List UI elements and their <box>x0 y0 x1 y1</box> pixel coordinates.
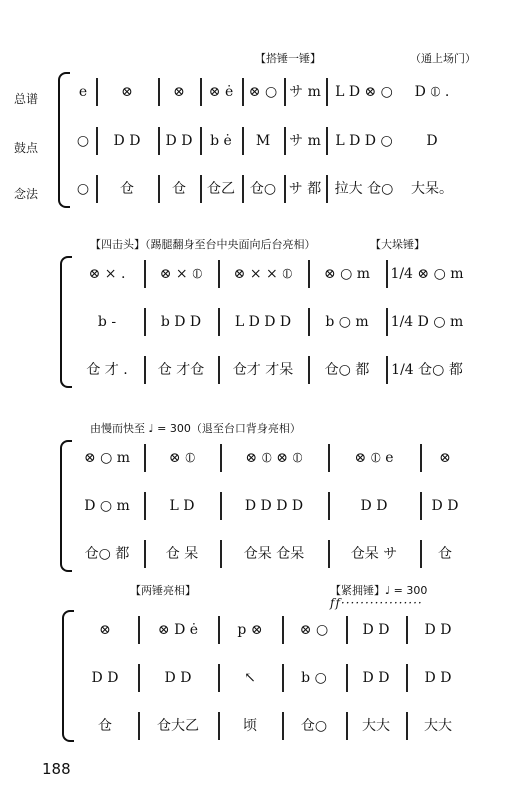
system-1 <box>58 72 468 210</box>
system-3 <box>60 440 470 574</box>
system-4-title: 【两锤亮相】 <box>130 584 196 597</box>
note-cell: b ○ <box>301 670 327 686</box>
staff-row <box>60 260 470 288</box>
note-cell: 仓○ 都 <box>84 546 130 562</box>
system-1-title: 【搭锤一锤】 <box>255 52 321 65</box>
note-cell: e <box>78 84 88 100</box>
staff-row <box>58 127 468 155</box>
note-cell: D D <box>165 133 193 149</box>
staff-row <box>60 444 470 472</box>
note-cell: 大大 <box>424 718 452 734</box>
system-1-stage-note: （通上场门） <box>410 52 476 65</box>
note-cell: 大大 <box>362 718 390 734</box>
note-cell: 仓 <box>98 718 112 734</box>
note-cell: 仓 <box>438 546 452 562</box>
system-3-tempo: 由慢而快至 ♩ = 300（退至台口背身亮相） <box>90 422 301 435</box>
note-cell: 1/4 ⊗ ○ m <box>390 266 464 282</box>
note-cell: ⊗ ○ <box>248 84 278 100</box>
note-cell: ⊗ D ė <box>157 622 199 638</box>
note-cell: b ○ m <box>325 314 369 330</box>
row-label-drum: 鼓点 <box>14 141 39 155</box>
note-cell: サ m <box>289 84 321 100</box>
note-cell: D D <box>362 670 390 686</box>
note-cell: サ m <box>289 133 321 149</box>
note-cell: D D <box>91 670 119 686</box>
dynamic-marking <box>330 596 423 610</box>
note-cell: 1/4 D ○ m <box>390 314 464 330</box>
staff-row <box>60 308 470 336</box>
page-number: 188 <box>42 760 71 778</box>
staff-row <box>58 78 468 106</box>
note-cell: 仓○ 都 <box>324 362 370 378</box>
note-cell: 大呆。 <box>411 181 453 197</box>
note-cell: D D <box>424 670 452 686</box>
note-cell: ⊗ × ⦶ <box>159 266 203 282</box>
note-cell: サ 都 <box>288 181 322 197</box>
staff-row <box>60 356 470 384</box>
system-2-title: 【四击头】（踢腿翻身至台中央面向后台亮相） <box>90 238 316 251</box>
note-cell: 仓 <box>120 181 134 197</box>
note-cell: ⊗ ė <box>208 84 234 100</box>
note-cell: 拉大 仓○ <box>334 181 394 197</box>
row-label-vocal: 念法 <box>14 187 39 201</box>
staff-row <box>60 540 470 568</box>
note-cell: D D <box>113 133 141 149</box>
note-cell: 仓 呆 <box>165 546 199 562</box>
note-cell: 仓○ <box>249 181 277 197</box>
note-cell: D D D D <box>244 498 304 514</box>
note-cell: ○ <box>76 181 90 197</box>
note-cell: ⊗ <box>121 84 133 100</box>
note-cell: L D ⊗ ○ <box>335 84 393 100</box>
note-cell: 仓○ <box>300 718 328 734</box>
note-cell: 顷 <box>243 718 257 734</box>
note-cell: b ė <box>210 133 232 149</box>
note-cell: ↖ <box>244 670 256 686</box>
note-cell: ⊗ ⦶ <box>168 450 196 466</box>
note-cell: ⊗ ○ <box>299 622 329 638</box>
row-label-score: 总谱 <box>14 92 39 106</box>
note-cell: 仓乙 <box>207 181 235 197</box>
system-4 <box>62 610 472 744</box>
note-cell: D D <box>424 622 452 638</box>
note-cell: ⊗ ○ m <box>323 266 371 282</box>
staff-row <box>62 616 472 644</box>
note-cell: ○ <box>76 133 90 149</box>
note-cell: ⊗ ⦶ e <box>354 450 394 466</box>
note-cell: b - <box>97 314 117 330</box>
note-cell: 1/4 仓○ 都 <box>391 362 463 378</box>
note-cell: 仓 <box>172 181 186 197</box>
note-cell: ⊗ <box>173 84 185 100</box>
staff-row <box>60 492 470 520</box>
note-cell: D <box>426 133 438 149</box>
note-cell: D D <box>362 622 390 638</box>
dynamic-ff: ff <box>330 596 341 610</box>
note-cell: D ⦶ . <box>414 84 450 100</box>
note-cell: ⊗ <box>99 622 111 638</box>
note-cell: D D <box>360 498 388 514</box>
note-cell: ⊗ × . <box>88 266 126 282</box>
note-cell: D D <box>431 498 459 514</box>
note-cell: D D <box>164 670 192 686</box>
note-cell: L D D ○ <box>335 133 393 149</box>
note-cell: ⊗ <box>439 450 451 466</box>
note-cell: b D D <box>160 314 202 330</box>
staff-row <box>58 175 468 203</box>
system-2-subtitle: 【大垛锤】 <box>370 238 425 251</box>
note-cell: D ○ m <box>84 498 130 514</box>
note-cell: ⊗ × × ⦶ <box>233 266 293 282</box>
note-cell: 仓 才 . <box>86 362 128 378</box>
crescendo-dots: ················· <box>340 596 423 610</box>
note-cell: ⊗ ○ m <box>83 450 131 466</box>
note-cell: 仓呆 仓呆 <box>243 546 305 562</box>
note-cell: 仓 才仓 <box>157 362 205 378</box>
note-cell: 仓才 才呆 <box>232 362 294 378</box>
note-cell: M <box>255 133 271 149</box>
note-cell: L D D D <box>234 314 292 330</box>
staff-row <box>62 664 472 692</box>
note-cell: p ⊗ <box>237 622 263 638</box>
system-4-subtitle: 【紧拥锤】♩ = 300 <box>330 584 428 597</box>
note-cell: L D <box>169 498 195 514</box>
staff-row <box>62 712 472 740</box>
system-2 <box>60 256 470 390</box>
note-cell: ⊗ ⦶ ⊗ ⦶ <box>245 450 303 466</box>
note-cell: 仓呆 サ <box>350 546 398 562</box>
note-cell: 仓大乙 <box>157 718 199 734</box>
